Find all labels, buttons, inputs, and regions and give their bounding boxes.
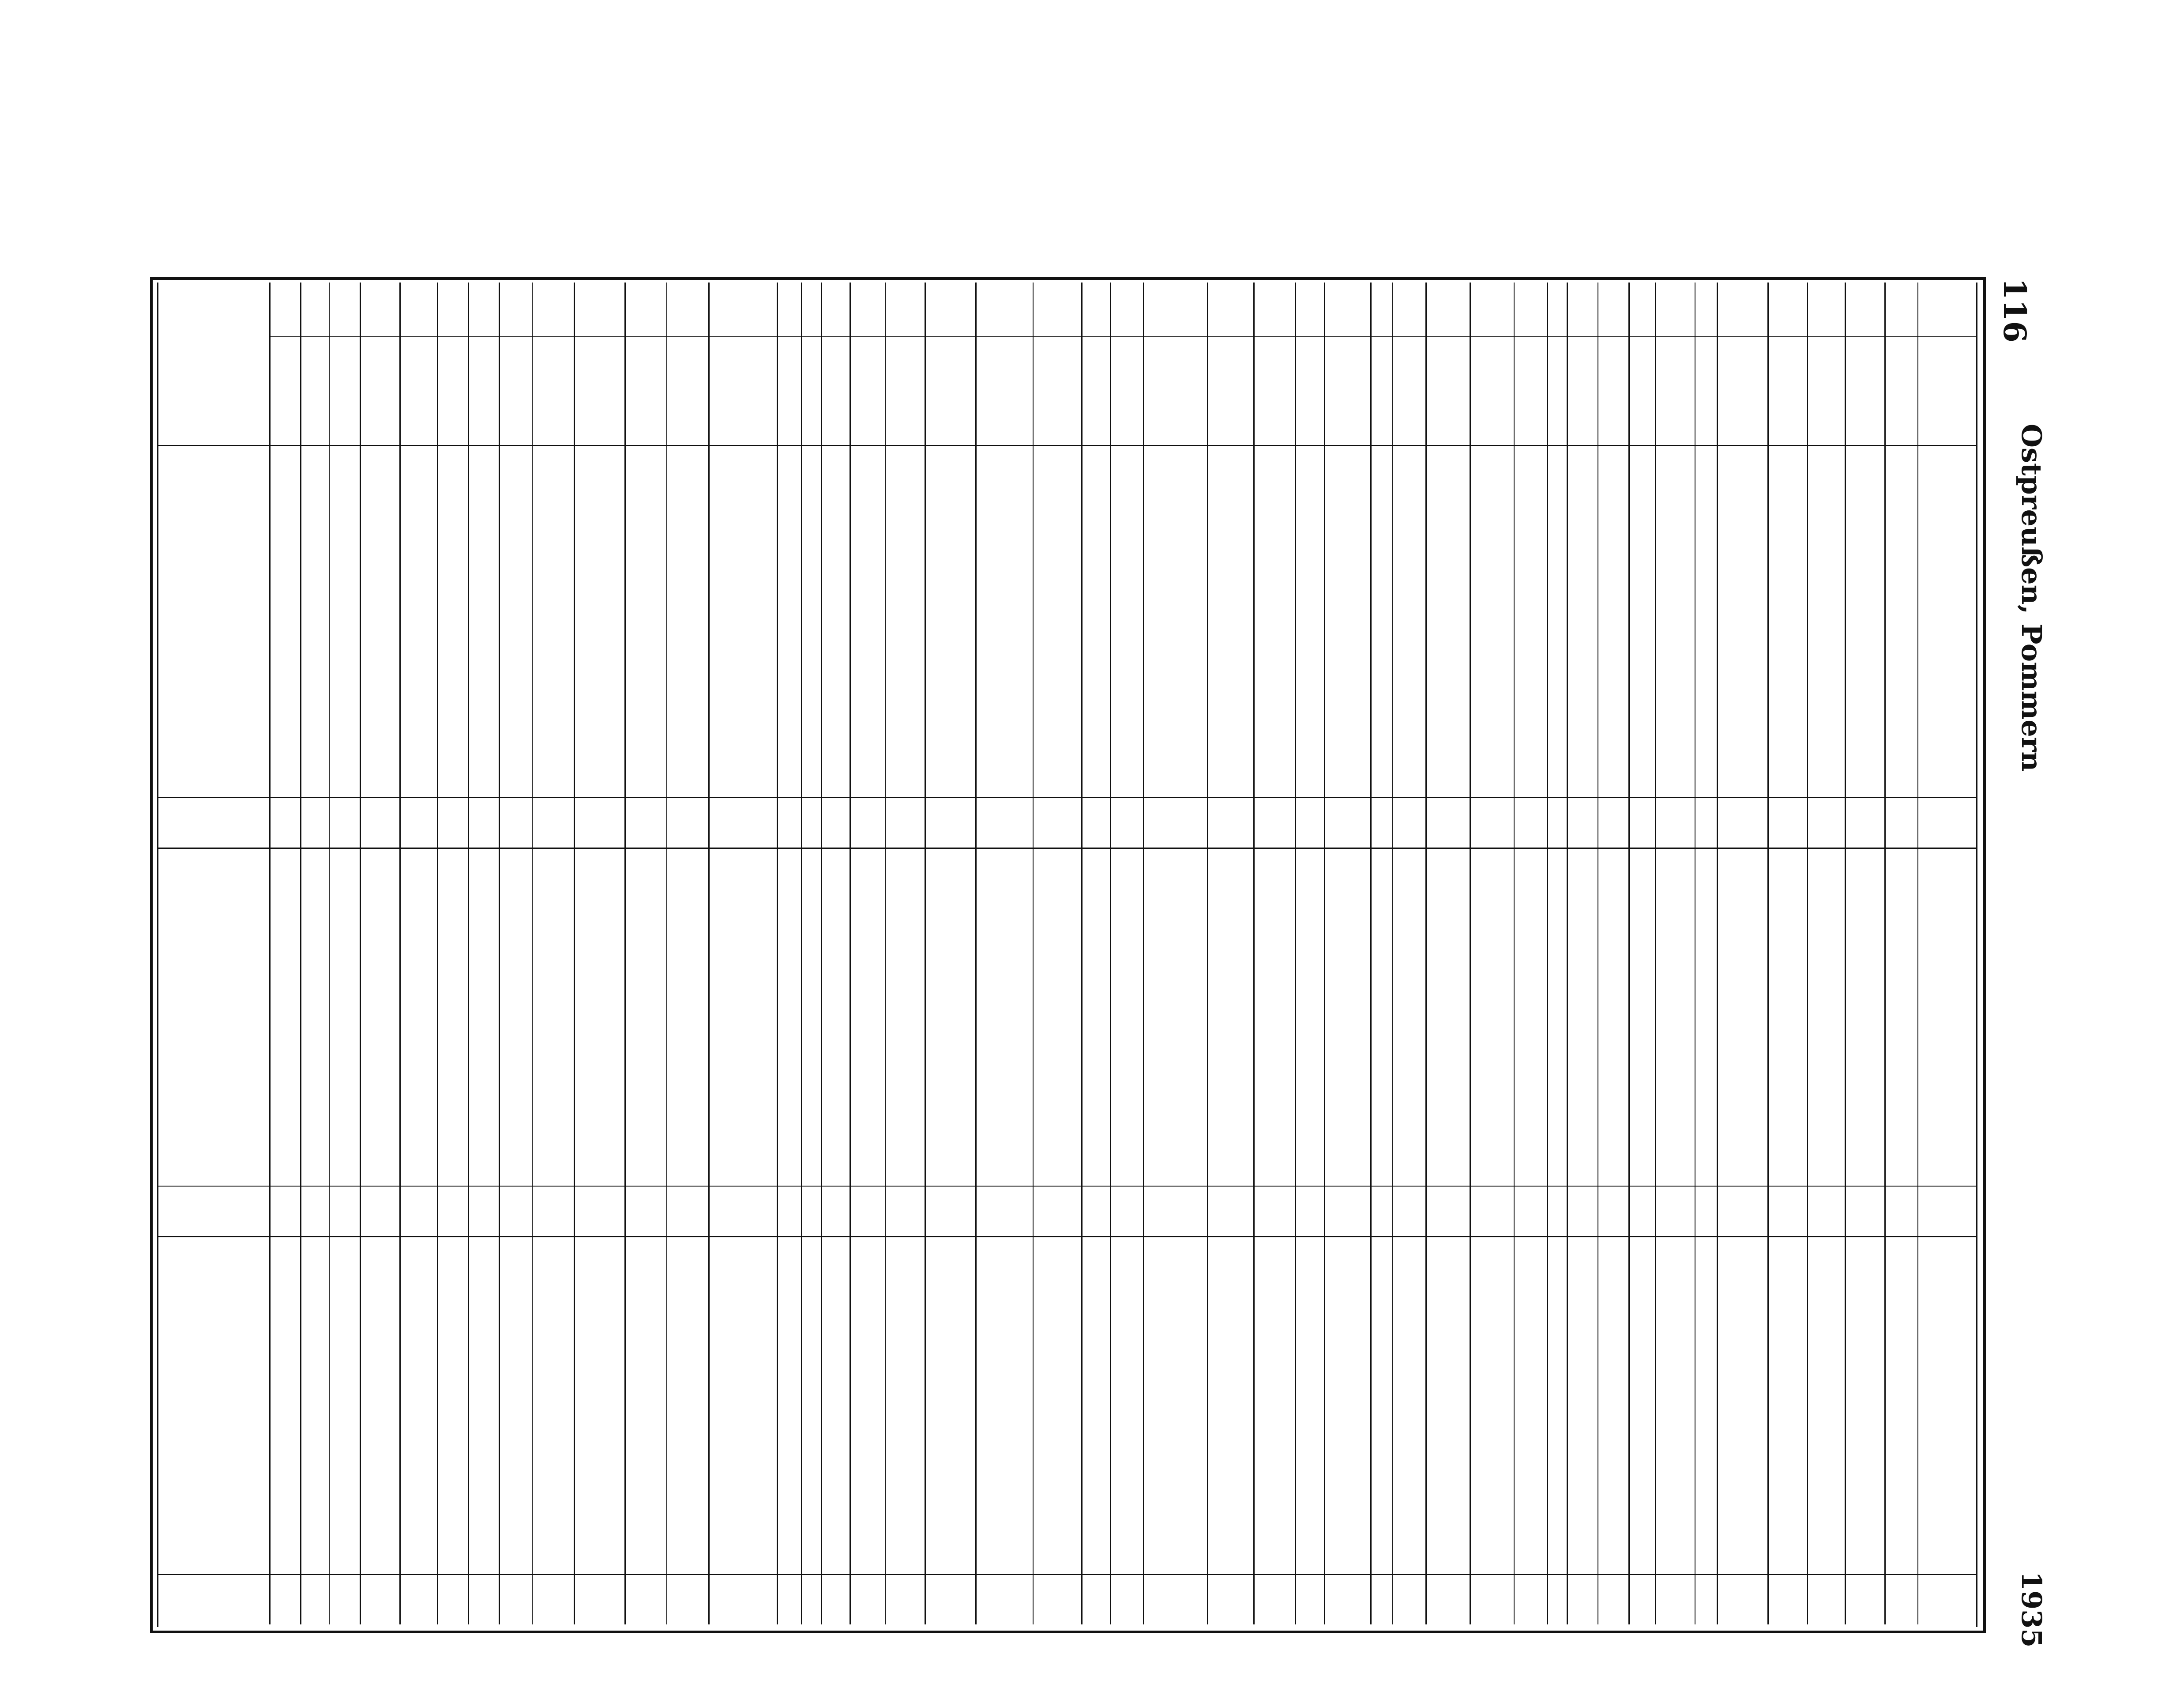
jahr-rule [157,1186,1976,1187]
table-row [157,531,2143,550]
table-row [157,1545,2143,1564]
table-row [157,961,2143,980]
page-year: 1935 [2015,1571,2048,1648]
table-row [157,1115,2143,1134]
table-row [157,1194,2143,1214]
table-row [157,1328,2143,1348]
table-row [157,572,2143,592]
table-row [157,634,2143,654]
table-row [157,747,2143,766]
table-row [157,1482,2143,1502]
section-rule [157,1236,1976,1237]
table-row [157,664,2143,683]
header-rule [269,336,1976,337]
table-row [157,940,2143,959]
table-row [157,1307,2143,1327]
table-row [157,1002,2143,1021]
table-row [157,705,2143,725]
table-row [157,1052,2143,1072]
station-section [157,1254,1976,1616]
table-row [157,1411,2143,1431]
jahr-rule [157,797,1976,798]
table-row [157,1524,2143,1543]
table-row [157,768,2143,787]
table-row [157,1073,2143,1093]
table-row [157,981,2143,1001]
header-bottom-rule [157,445,1976,446]
table-row [157,1503,2143,1522]
table-row [157,1390,2143,1410]
table-row [157,806,2143,825]
table-row [157,614,2143,633]
table-row [157,593,2143,612]
page-number: 116 [1996,278,2033,343]
table-row [157,685,2143,704]
station-section [157,865,1976,1227]
table-row [157,1462,2143,1481]
table-row [157,1156,2143,1176]
table-row [157,1023,2143,1042]
table-row [157,1583,2143,1602]
table-row [157,1370,2143,1389]
table-row [157,1349,2143,1368]
section-rule [157,848,1976,849]
table-row [157,551,2143,571]
table-row [157,726,2143,746]
table-row [157,1094,2143,1113]
station-section [157,477,1976,839]
table-row [157,1135,2143,1155]
table-row [157,919,2143,938]
jahr-rule [157,1574,1976,1575]
running-head: Ostpreußen, Pommern [2015,424,2048,772]
table-row [157,1441,2143,1460]
